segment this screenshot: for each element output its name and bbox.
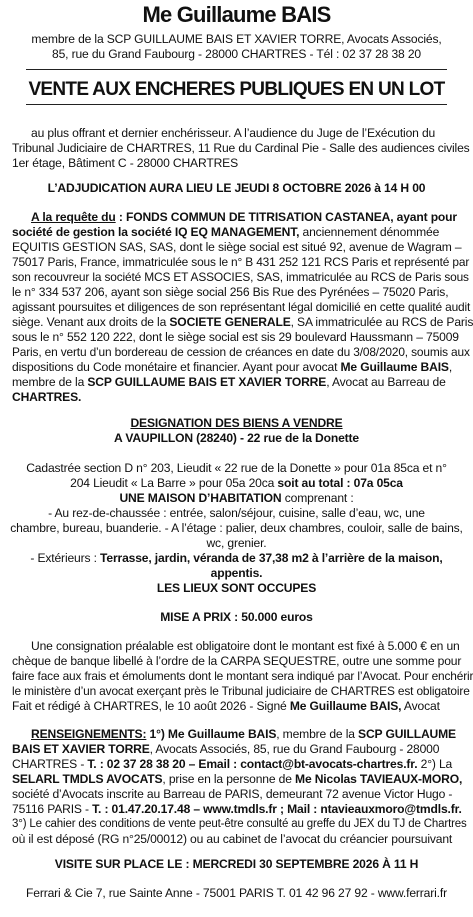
info-line: CHARTRES - T. : 02 37 28 38 20 – Email : contact@bt-avocats-chartres.fr. 2°) La [12,757,453,771]
requete-line: agissant poursuites et diligences de son représentant légal domicilié en cette qualité audit [12,300,471,314]
info-line: SELARL TMDLS AVOCATS, prise en la personne de Me Nicolas TAVIEAUX-MORO, [12,772,463,786]
requete-line: son recouvreur la société MCS ET ASSOCIES, SAS, immatriculée au RCS de Paris sous [12,270,469,284]
info-line: société d’Avocats inscrite au Barreau de PARIS, demeurant 72 avenue Victor Hugo - [12,787,453,801]
intro-line: 1er étage, Bâtiment C - 28000 CHARTRES [12,156,238,170]
requete-line: dispositions du Code monétaire et financier. Ayant pour avocat Me Guillaume BAIS, [12,360,453,374]
requete-line: 75017 Paris, France, immatriculée sous le n° B 431 252 121 RCS Paris et représenté par [12,255,470,269]
requete-line: CHARTRES. [12,390,82,404]
intro-line: Tribunal Judiciaire de CHARTRES, 11 Rue du Cardinal Pie - Salle des audiences civiles [12,141,470,155]
firm-address: 85, rue du Grand Faubourg - 28000 CHARTRES - Tél : 02 37 28 38 20 [52,47,421,61]
requete-line: Paris, en vertu d’un bordereau de cession de créances en date du 3/08/2020, soumis aux [12,345,470,359]
rooms-line: chambre, bureau, buanderie. - A l’étage : palier, deux chambres, couloir, salle de bains, [10,521,463,535]
rooms-line: - Au rez-de-chaussée : entrée, salon/séjour, cuisine, salle d’eau, wc, une [48,506,425,520]
signature-line: Fait et rédigé à CHARTRES, le 10 août 2026 - Signé Me Guillaume BAIS, Avocat [12,699,440,713]
cadastre-line: Cadastrée section D n° 203, Lieudit « 22 rue de la Donette » pour 01a 85ca et n° [26,461,447,475]
visit-date: VISITE SUR PLACE LE : MERCREDI 30 SEPTEMBRE 2026 À 11 H [54,857,419,871]
publisher-footer: Ferrari & Cie 7, rue Sainte Anne - 75001 PARIS T. 01 42 96 27 92 - www.ferrari.fr [26,886,447,900]
creditor-name: FONDS COMMUN DE TITRISATION CASTANEA, ayant pour [125,210,457,224]
cadastre-line: 204 Lieudit « La Barre » pour 05a 20ca soit au total : 07a 05ca [70,476,403,490]
firm-line: membre de la SCP GUILLAUME BAIS ET XAVIER TORRE, Avocats Associés, [31,32,442,46]
intro-line: au plus offrant et dernier enchérisseur. A l’audience du Juge de l’Exécution du [31,126,436,140]
info-line: RENSEIGNEMENTS: 1°) Me Guillaume BAIS, membre de la SCP GUILLAUME [31,727,456,741]
requete-line: sous le n° 552 120 222, dont le siège social est sis 29 boulevard Haussmann – 75009 [12,330,459,344]
info-line: 3°) Le cahier des conditions de vente peut-être consulté au greffe du JEX du TJ de Chartres [12,818,467,830]
requete-line: le n° 334 537 206, ayant son siège social 256 Bis Rue des Pyrénées – 75020 Paris, [12,285,449,299]
lawyer-name: Me Guillaume BAIS [142,2,331,27]
property-type: UNE MAISON D’HABITATION comprenant : [119,491,354,505]
info-line: 75116 PARIS - T. : 01.47.20.17.48 – www.tmdls.fr ; Mail : ntavieauxmoro@tmdls.fr. [12,802,462,816]
top-divider [26,69,447,70]
title-divider [26,104,447,105]
requete-line: A la requête du : FONDS COMMUN DE TITRISATION CASTANEA, ayant pour [31,210,457,224]
property-location: A VAUPILLON (28240) - 22 rue de la Donette [113,431,360,445]
requete-line: société de gestion la société IQ EQ MANAGEMENT, anciennement dénommée [12,225,440,239]
deposit-line: faire face aux frais et émoluments dont le montant sera indiqué par l’Avocat. Pour enchérir [12,669,473,683]
rooms-line: wc, grenier. [206,536,267,550]
occupancy-status: LES LIEUX SONT OCCUPES [156,581,317,595]
deposit-line: chèque de banque libellé à l’ordre de la CARPA SEQUESTRE, outre une somme pour [12,654,462,668]
requete-line: siège. Venant aux droits de la SOCIETE GENERALE, SA immatriculée au RCS de Paris [12,315,473,329]
adjudication-date: L’ADJUDICATION AURA LIEU LE JEUDI 8 OCTOBRE 2026 à 14 H 00 [47,181,426,195]
requete-line: membre de la SCP GUILLAUME BAIS ET XAVIER TORRE, Avocat au Barreau de [12,375,446,389]
info-line: BAIS ET XAVIER TORRE, Avocats Associés, 85, rue du Grand Faubourg - 28000 [12,742,440,756]
exterior-line: - Extérieurs : Terrasse, jardin, véranda de 37,38 m2 à l’arrière de la maison, [30,551,443,565]
starting-price: MISE A PRIX : 50.000 euros [160,610,313,624]
notice-title: VENTE AUX ENCHERES PUBLIQUES EN UN LOT [28,79,445,100]
deposit-line: le ministère d’un avocat exerçant près le Tribunal judiciaire de CHARTRES est obligatoire [12,684,470,698]
exterior-line: appentis. [210,566,263,580]
info-line: où il est déposé (RG n°25/00012) ou au cabinet de l’avocat du créancier poursuivant [12,832,453,846]
deposit-line: Une consignation préalable est obligatoire dont le montant est fixé à 5.000 € en un [31,639,460,653]
info-label: RENSEIGNEMENTS: [31,727,147,741]
requete-line: EQUITIS GESTION SAS, SAS, dont le siège social est situé 92, avenue de Wagram – [12,240,462,254]
requete-label: A la requête du [31,210,116,224]
designation-heading: DESIGNATION DES BIENS A VENDRE [130,416,343,430]
